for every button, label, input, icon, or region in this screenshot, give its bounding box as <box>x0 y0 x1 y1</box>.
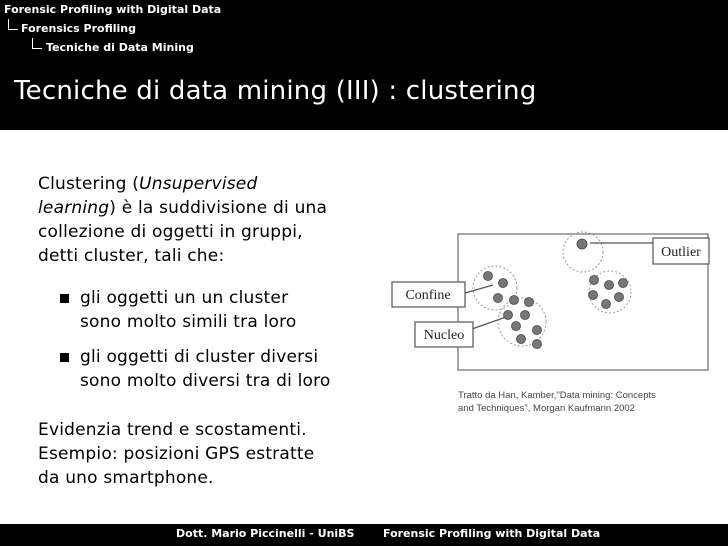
data-point <box>504 311 513 320</box>
nav-subsection-link[interactable]: Forensics Profiling <box>21 22 137 35</box>
tree-connector <box>32 38 42 49</box>
tree-connector <box>8 19 18 30</box>
clustering-figure <box>390 222 726 428</box>
data-point <box>499 279 508 288</box>
figure-caption: Tratto da Han, Kamber,"Data mining: Concepts <box>458 390 656 401</box>
bullet-square-icon <box>60 294 69 303</box>
data-point <box>602 300 611 309</box>
paragraph-line: detti cluster, tali che: <box>38 246 225 266</box>
data-point <box>517 335 526 344</box>
italic-text: Unsupervised <box>139 174 258 194</box>
data-point <box>619 279 628 288</box>
pointer-line <box>472 317 506 329</box>
text-run: Clustering ( <box>38 174 140 194</box>
nav-subsection-bar <box>0 19 728 38</box>
data-point <box>494 294 503 303</box>
bullet-line: gli oggetti un un cluster <box>80 288 289 308</box>
data-points <box>484 239 628 349</box>
data-point <box>510 296 519 305</box>
outlier-label: Outlier <box>661 245 701 260</box>
cluster-boundary <box>473 266 517 310</box>
data-point <box>512 322 521 331</box>
footer-bar <box>0 524 728 546</box>
nav-subsubsection-bar <box>0 38 728 58</box>
text-run: ) è la suddivisione di una <box>109 198 328 218</box>
data-point <box>525 298 534 307</box>
bullet-line: sono molto diversi tra di loro <box>80 371 331 391</box>
title-bar <box>0 58 728 130</box>
pointer-line <box>465 285 493 293</box>
bullet-line: gli oggetti di cluster diversi <box>80 347 319 367</box>
italic-text: learning <box>38 198 110 218</box>
cluster-boundary <box>563 232 603 272</box>
nucleo-label: Nucleo <box>423 328 465 343</box>
nav-subsubsection-link[interactable]: Tecniche di Data Mining <box>46 41 194 54</box>
outlier-point <box>577 239 587 249</box>
paragraph-line: collezione di oggetti in gruppi, <box>38 222 303 242</box>
nav-section-bar <box>0 0 728 19</box>
paragraph-line: da uno smartphone. <box>38 468 214 488</box>
data-point <box>590 276 599 285</box>
paragraph-line: Esempio: posizioni GPS estratte <box>38 444 315 464</box>
data-point <box>484 272 493 281</box>
paragraph-line <box>38 196 358 220</box>
footer-author: Dott. Mario Piccinelli - UniBS <box>176 527 355 540</box>
data-point <box>605 281 614 290</box>
data-point <box>533 340 542 349</box>
nav-section-link[interactable]: Forensic Profiling with Digital Data <box>4 3 222 16</box>
data-point <box>521 311 530 320</box>
data-point <box>615 293 624 302</box>
paragraph-line <box>38 172 358 196</box>
bullet-line: sono molto simili tra loro <box>80 312 297 332</box>
confine-label: Confine <box>405 288 451 303</box>
paragraph-line: Evidenzia trend e scostamenti. <box>38 420 307 440</box>
slide-title: Tecniche di data mining (III) : clustering <box>14 76 537 106</box>
footer-title: Forensic Profiling with Digital Data <box>383 527 601 540</box>
figure-caption: and Techniques", Morgan Kaufmann 2002 <box>458 403 635 414</box>
data-point <box>589 291 598 300</box>
bullet-square-icon <box>60 353 69 362</box>
data-point <box>533 326 542 335</box>
